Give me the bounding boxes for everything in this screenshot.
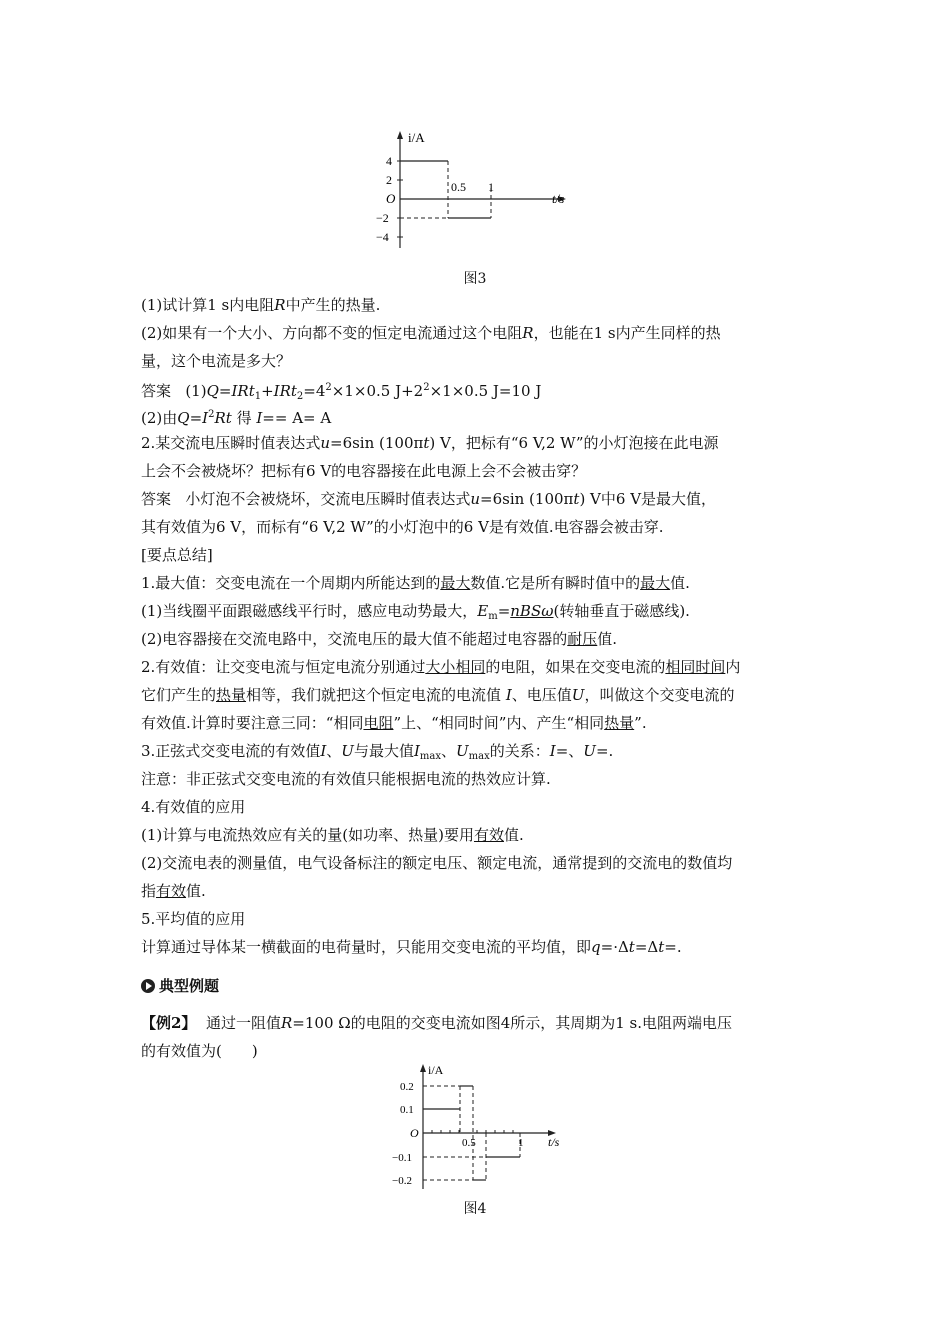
summary-4: 4.有效值的应用 [141, 798, 246, 816]
summary-3: 3.正弦式交变电流的有效值I、U与最大值$I_{max}$、$U_{max}$的关系：I=、U=. [141, 742, 614, 762]
problem-2-cont: 上会不会被烧坏？把标有6 V的电容器接在此电源上会不会被击穿？ [141, 462, 587, 480]
example-2: 【例2】 通过一阻值R=100 Ω的电阻的交变电流如图4所示，其周期为1 s.电阻两端电压 [141, 1014, 733, 1032]
x-tick: 1 [488, 180, 494, 194]
summary-5-body: 计算通过导体某一横截面的电荷量时，只能用交变电流的平均值，即q=·Δt=Δt=. [141, 938, 682, 956]
figure-4-graph [380, 1062, 580, 1192]
origin-label: O [410, 1126, 419, 1140]
summary-4-2: (2)交流电表的测量值，电气设备标注的额定电压、额定电流，通常提到的交流电的数值均 [141, 854, 733, 872]
x-tick: 1 [518, 1137, 524, 1149]
x-axis-label: t/s [548, 1135, 560, 1149]
answer-2: (2)由$Q=I^2Rt$ 得 I== A= A [141, 409, 332, 427]
problem-2: 2.某交流电压瞬时值表达式u=6sin (100πt) V，把标有“6 V,2 W”的小灯泡接在此电源 [141, 434, 719, 452]
x-tick: 0.5 [462, 1137, 476, 1149]
summary-4-2-cont: 指有效值. [141, 882, 206, 900]
origin-label: O [386, 191, 396, 206]
y-tick: 0.1 [400, 1104, 414, 1116]
summary-heading: [要点总结] [141, 546, 213, 564]
summary-2-cont: 它们产生的热量相等，我们就把这个恒定电流的电流值 I、电压值U，叫做这个交变电流的 [141, 686, 735, 704]
figure-4-caption: 图4 [463, 1201, 487, 1217]
summary-1-2: (2)电容器接在交流电路中，交流电压的最大值不能超过电容器的耐压值. [141, 630, 618, 648]
question-2: (2)如果有一个大小、方向都不变的恒定电流通过这个电阻R，也能在1 s内产生同样的热 [141, 324, 721, 342]
figure-3-graph [360, 128, 580, 258]
note: 注意：非正弦式交变电流的有效值只能根据电流的热效应计算. [141, 770, 551, 788]
question-2-cont: 量，这个电流是多大？ [141, 352, 292, 370]
y-axis-label: i/A [428, 1063, 444, 1077]
answer-3-cont: 其有效值为6 V，而标有“6 V,2 W”的小灯泡中的6 V是有效值.电容器会被击穿. [141, 518, 664, 536]
summary-1: 1.最大值：交变电流在一个周期内所能达到的最大数值.它是所有瞬时值中的最大值. [141, 574, 690, 592]
y-tick: −0.1 [392, 1152, 412, 1164]
y-tick: −4 [376, 230, 389, 244]
answer-1: 答案 $(1)Q=IRt_1+IRt_2=4^2\times 1\times 0.5$ $J+2^2\times 1\times 0.5$ J=10 J [141, 382, 542, 402]
summary-5: 5.平均值的应用 [141, 910, 246, 928]
summary-4-1: (1)计算与电流热效应有关的量(如功率、热量)要用有效值. [141, 826, 524, 844]
y-tick: 4 [386, 154, 392, 168]
play-circle-icon [141, 979, 155, 993]
summary-2-cont2: 有效值.计算时要注意三同：“相同电阻”上、“相同时间”内、产生“相同热量”. [141, 714, 647, 732]
section-heading: 典型例题 [141, 975, 219, 996]
summary-1-1: (1)当线圈平面跟磁感线平行时，感应电动势最大，$E_m=nBS\omega$(转轴垂直于磁感线). [141, 602, 690, 622]
y-tick: −0.2 [392, 1175, 412, 1187]
y-tick: 0.2 [400, 1081, 414, 1093]
x-tick: 0.5 [451, 180, 466, 194]
answer-3: 答案 小灯泡不会被烧坏，交流电压瞬时值表达式u=6sin (100πt) V中6 V是最大值， [141, 490, 717, 508]
summary-2: 2.有效值：让交变电流与恒定电流分别通过大小相同的电阻，如果在交变电流的相同时间内 [141, 658, 741, 676]
y-axis-label: i/A [408, 130, 425, 145]
y-tick: −2 [376, 211, 389, 225]
y-tick: 2 [386, 173, 392, 187]
example-2-cont: 的有效值为( ) [141, 1042, 258, 1060]
question-1: (1)试计算1 s内电阻R中产生的热量. [141, 296, 381, 314]
x-axis-label: t/s [552, 191, 565, 206]
figure-3-caption: 图3 [463, 271, 487, 287]
